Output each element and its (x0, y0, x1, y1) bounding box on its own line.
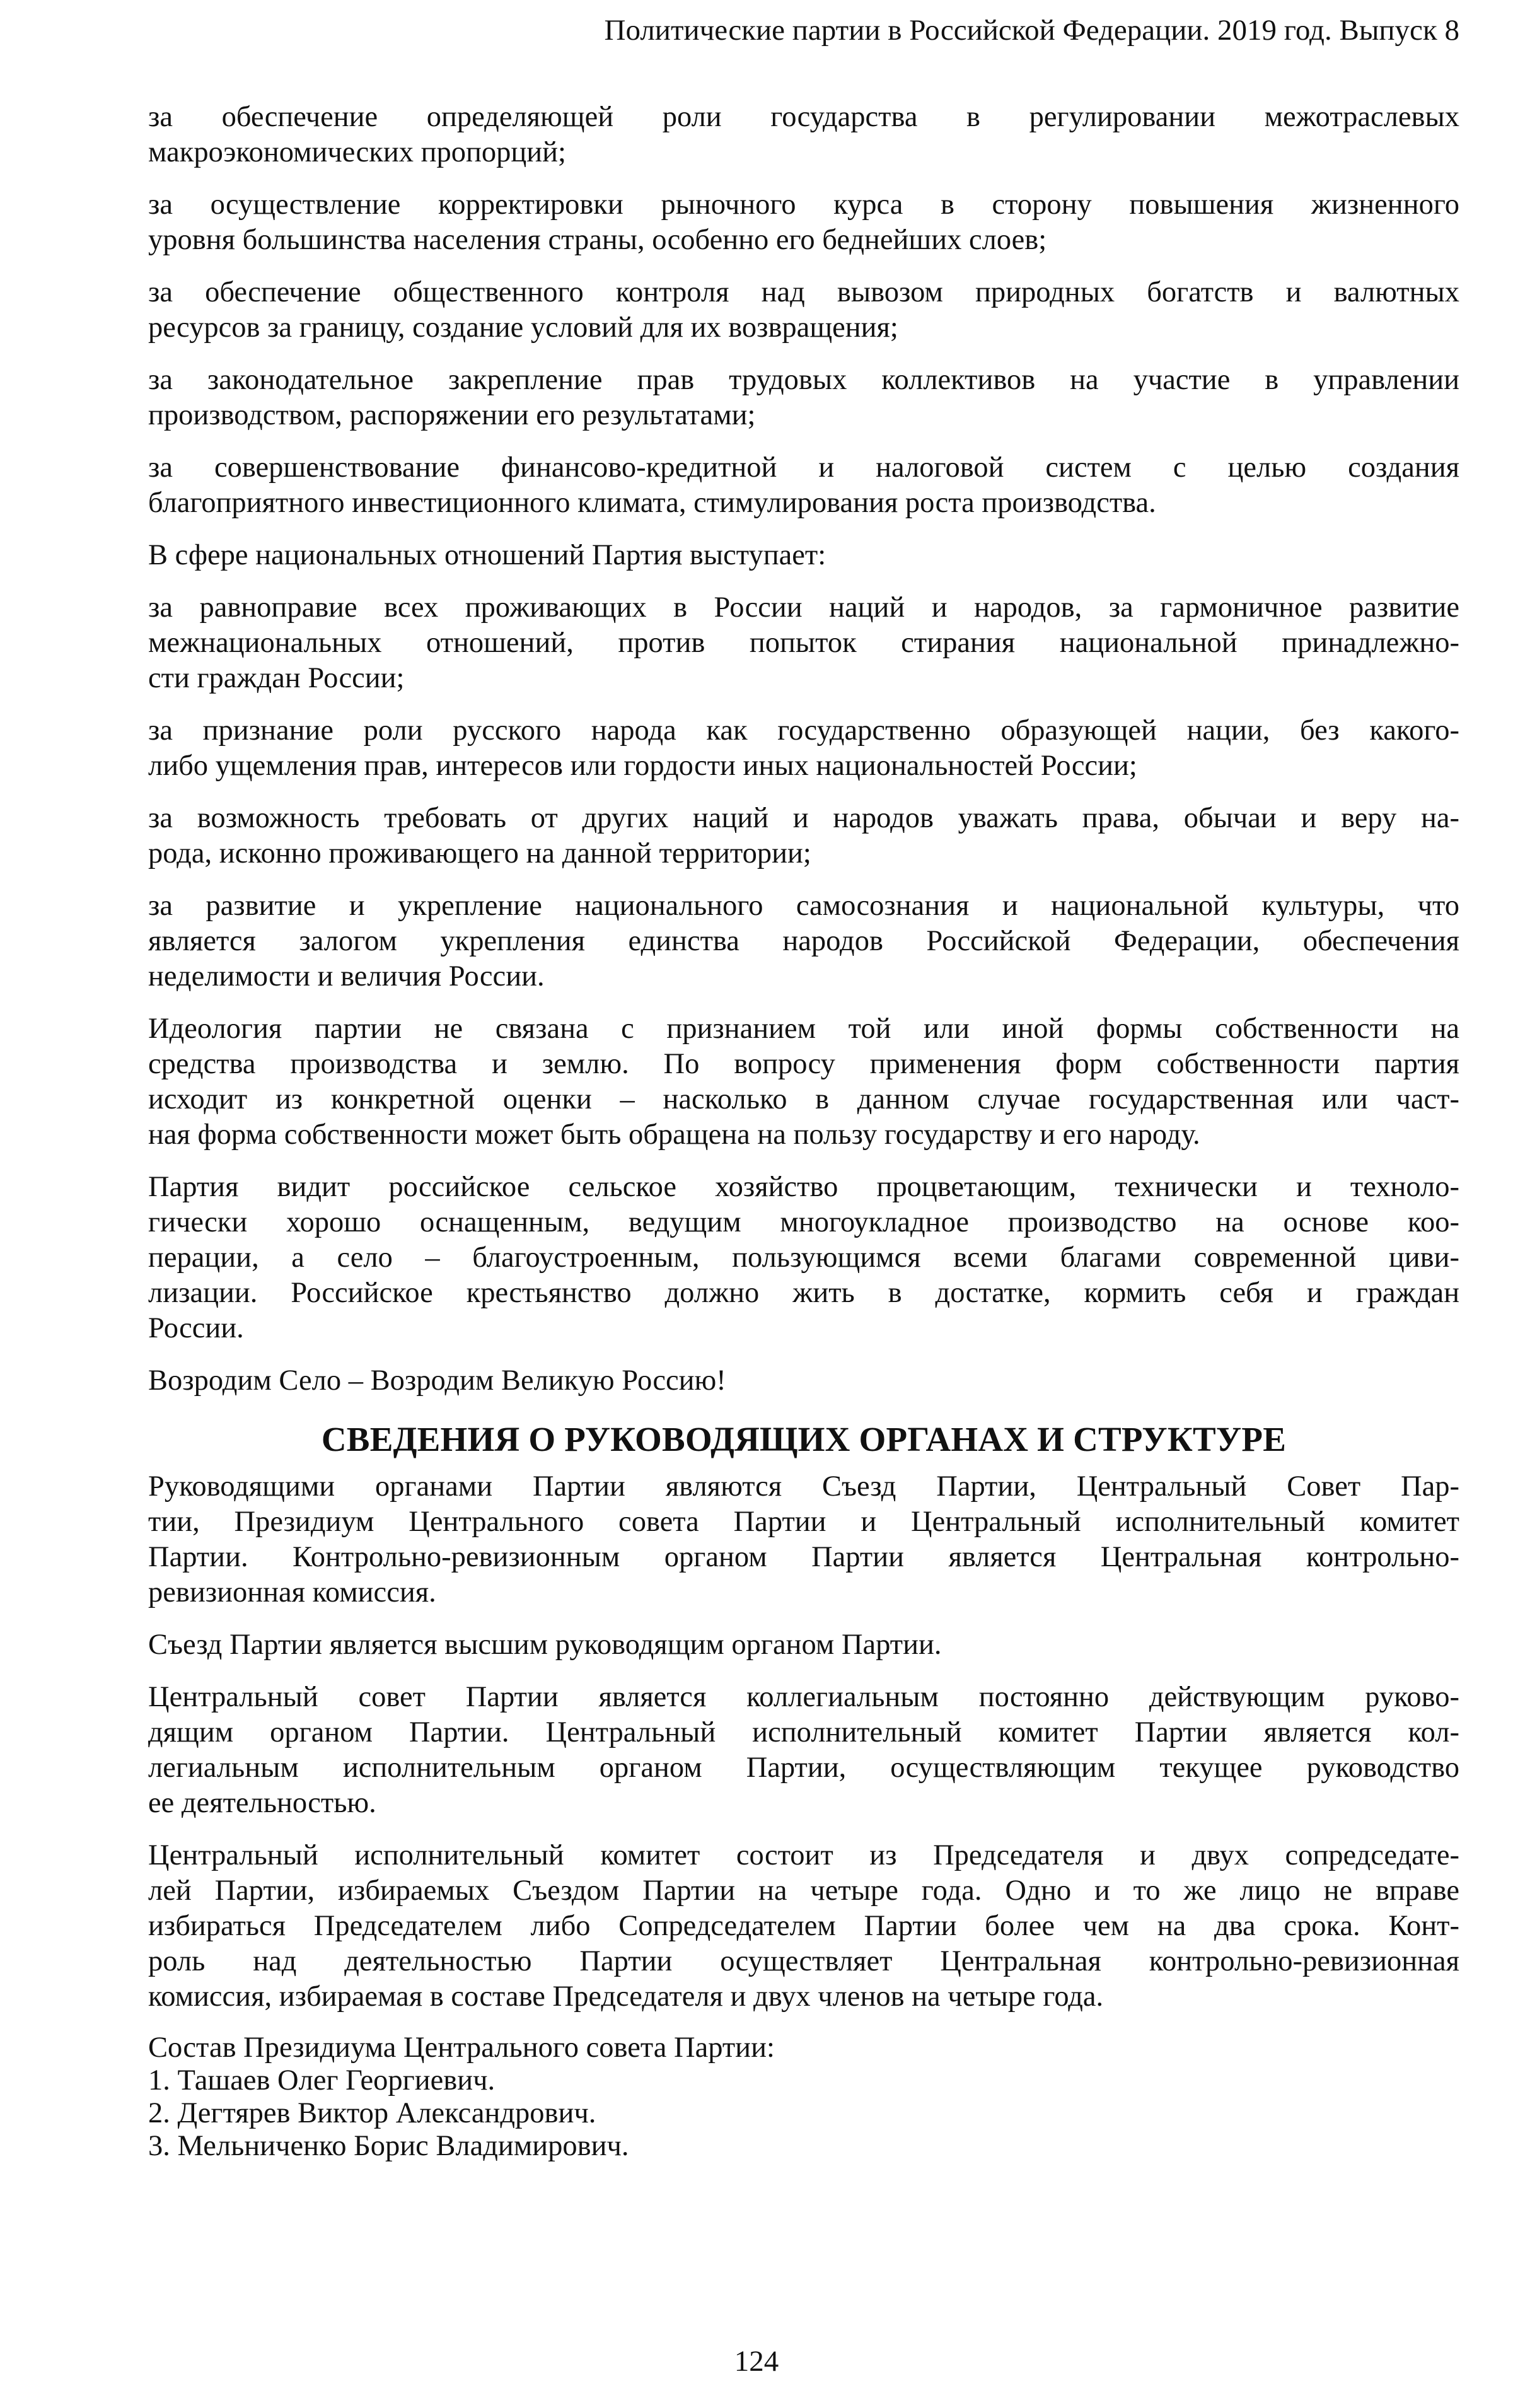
text-line: избираться Председателем либо Сопредседателем Партии более чем на два срока. Конт- (148, 1910, 1459, 1942)
text-line: макроэкономических пропорций; (148, 136, 566, 168)
paragraph (148, 590, 1459, 696)
text-line: производством, распоряжении его результатами; (148, 399, 756, 431)
paragraph (148, 801, 1459, 871)
paragraph (148, 1627, 1459, 1663)
paragraph (148, 187, 1459, 258)
text-line: гически хорошо оснащенным, ведущим многоукладное производство на основе коо- (148, 1206, 1459, 1238)
text-line: является залогом укрепления единства народов Российской Федерации, обеспечения (148, 925, 1459, 957)
text-line: исходит из конкретной оценки – насколько в данном случае государственная или част- (148, 1083, 1459, 1115)
text-line: ная форма собственности может быть обращена на пользу государству и его народу. (148, 1119, 1200, 1151)
text-line: лей Партии, избираемых Съездом Партии на четыре года. Одно и то же лицо не вправе (148, 1875, 1459, 1907)
paragraph (148, 450, 1459, 521)
text-line: рода, исконно проживающего на данной территории; (148, 837, 811, 870)
text-line: тии, Президиум Центрального совета Партии и Центральный исполнительный комитет (148, 1506, 1459, 1538)
text-line: Партии. Контрольно-ревизионным органом Партии является Центральная контрольно- (148, 1541, 1459, 1573)
text-line: перации, а село – благоустроенным, пользующимся всеми благами современной циви- (148, 1242, 1459, 1274)
presidium-member: 2. Дегтярев Виктор Александрович. (148, 2097, 596, 2129)
text-line: за признание роли русского народа как государственно образующей нации, без какого- (148, 714, 1459, 747)
paragraph (148, 363, 1459, 433)
paragraph (148, 1838, 1459, 2015)
text-line: за возможность требовать от других наций и народов уважать права, обычаи и веру на- (148, 802, 1459, 834)
paragraph (148, 100, 1459, 170)
paragraph (148, 538, 1459, 573)
slogan-text: Возродим Село – Возродим Великую Россию! (148, 1364, 726, 1397)
presidium-list (148, 2032, 1459, 2163)
text-line: В сфере национальных отношений Партия выступает: (148, 539, 826, 571)
text-line: за равноправие всех проживающих в России наций и народов, за гармоничное развитие (148, 591, 1459, 624)
text-line: за обеспечение определяющей роли государства в регулировании межотраслевых (148, 101, 1459, 133)
text-line: Центральный исполнительный комитет состоит из Председателя и двух сопредседате- (148, 1839, 1459, 1871)
text-line: средства производства и землю. По вопросу применения форм собственности партия (148, 1048, 1459, 1080)
presidium-member: 1. Ташаев Олег Георгиевич. (148, 2064, 496, 2097)
text-line: Центральный совет Партии является коллегиальным постоянно действующим руково- (148, 1681, 1459, 1713)
text-line: Руководящими органами Партии являются Съезд Партии, Центральный Совет Пар- (148, 1470, 1459, 1503)
text-line: за развитие и укрепление национального самосознания и национальной культуры, что (148, 890, 1459, 922)
text-line: России. (148, 1312, 244, 1344)
section-heading: СВЕДЕНИЯ О РУКОВОДЯЩИХ ОРГАНАХ И СТРУКТУРЕ (321, 1420, 1287, 1458)
text-line: Идеология партии не связана с признанием той или иной формы собственности на (148, 1013, 1459, 1045)
text-line: за совершенствование финансово-кредитной и налоговой систем с целью создания (148, 451, 1459, 484)
paragraph (148, 713, 1459, 784)
text-line: роль над деятельностью Партии осуществляет Центральная контрольно-ревизионная (148, 1945, 1459, 1977)
text-line: неделимости и величия России. (148, 960, 545, 992)
text-line: ресурсов за границу, создание условий для их возвращения; (148, 311, 898, 344)
presidium-member: 3. Мельниченко Борис Владимирович. (148, 2130, 629, 2162)
paragraph (148, 1011, 1459, 1153)
text-line: уровня большинства населения страны, особенно его беднейших слоев; (148, 224, 1047, 256)
paragraph (148, 1680, 1459, 1821)
page-body (148, 100, 1459, 2163)
text-line: сти граждан России; (148, 662, 405, 694)
paragraph (148, 1170, 1459, 1346)
paragraph (148, 275, 1459, 346)
text-line: комиссия, избираемая в составе Председателя и двух членов на четыре года. (148, 1980, 1104, 2013)
page-number: 124 (734, 2345, 779, 2378)
text-line: благоприятного инвестиционного климата, стимулирования роста производства. (148, 487, 1156, 519)
presidium-intro: Состав Президиума Центрального совета Партии: (148, 2032, 775, 2064)
text-line: ее деятельностью. (148, 1787, 376, 1819)
text-line: за законодательное закрепление прав трудовых коллективов на участие в управлении (148, 364, 1459, 396)
paragraph (148, 888, 1459, 994)
text-line: легиальным исполнительным органом Партии, осуществляющим текущее руководство (148, 1752, 1459, 1784)
text-line: межнациональных отношений, против попыток стирания национальной принадлежно- (148, 627, 1459, 659)
text-line: за обеспечение общественного контроля над вывозом природных богатств и валютных (148, 276, 1459, 308)
text-line: либо ущемления прав, интересов или гордости иных национальностей России; (148, 750, 1137, 782)
text-line: Съезд Партии является высшим руководящим органом Партии. (148, 1629, 942, 1661)
slogan-paragraph (148, 1363, 1459, 1399)
paragraph (148, 1469, 1459, 1610)
text-line: за осуществление корректировки рыночного курса в сторону повышения жизненного (148, 189, 1459, 221)
text-line: лизации. Российское крестьянство должно жить в достатке, кормить себя и граждан (148, 1277, 1459, 1309)
text-line: Партия видит российское сельское хозяйство процветающим, технически и техноло- (148, 1171, 1459, 1203)
text-line: дящим органом Партии. Центральный исполнительный комитет Партии является кол- (148, 1716, 1459, 1748)
text-line: ревизионная комиссия. (148, 1576, 436, 1608)
running-header: Политические партии в Российской Федерации. 2019 год. Выпуск 8 (604, 14, 1459, 47)
